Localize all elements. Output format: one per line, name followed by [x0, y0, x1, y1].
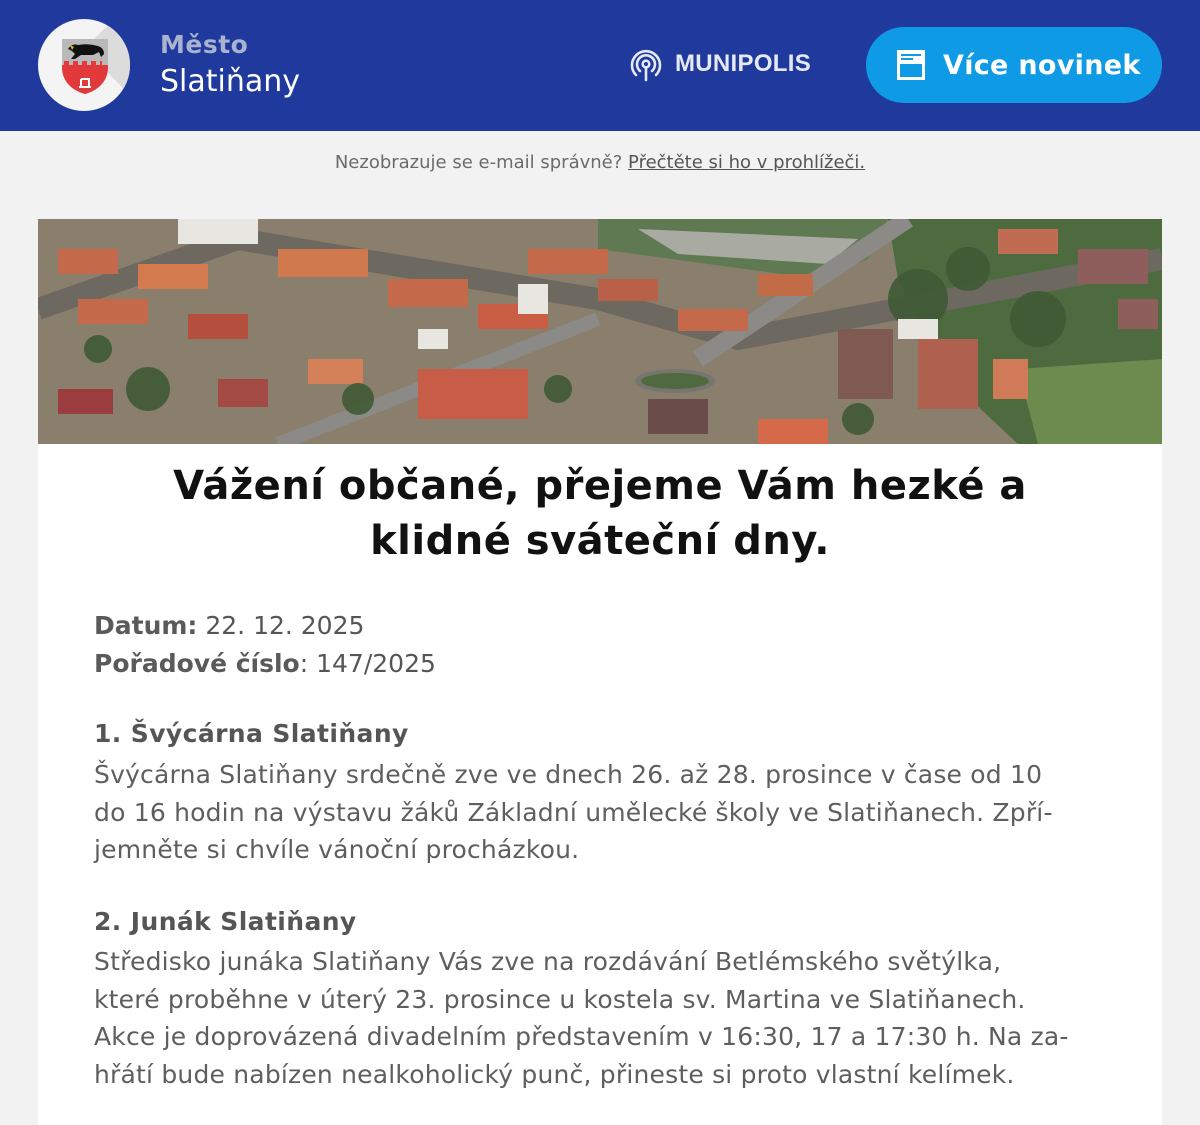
newspaper-icon	[896, 49, 926, 81]
section-1-line: Švýcárna Slatiňany srdečně zve ve dnech 26. až 28. prosince v čase od 10	[94, 760, 1043, 789]
section-2-line: Středisko junáka Slatiňany Vás zve na rozdávání Betlémského světýlka,	[94, 947, 1002, 976]
browser-notice	[0, 152, 1200, 173]
article-title-line-1: Vážení občané, přejeme Vám hezké a	[173, 463, 1027, 509]
section-2-line: Akce je doprovázená divadelním představením v 16:30, 17 a 17:30 h. Na za-	[94, 1022, 1069, 1051]
section-body-2	[94, 943, 1104, 1093]
broadcast-icon	[627, 45, 665, 83]
munipolis-brand[interactable]	[627, 45, 811, 83]
section-2-line: hřátí bude nabízen nealkoholický punč, přineste si proto vlastní kelímek.	[94, 1059, 1015, 1089]
section-heading-2: 2. Junák Slatiňany	[94, 907, 357, 936]
browser-notice-text: Nezobrazuje se e-mail správně?	[334, 152, 623, 173]
article-meta	[94, 607, 436, 683]
date-value: 22. 12. 2025	[197, 611, 365, 640]
view-in-browser-link[interactable]: Přečtěte si ho v prohlížeči.	[628, 152, 866, 173]
date-label: Datum:	[94, 611, 198, 640]
more-news-label: Více novinek	[943, 49, 1141, 81]
number-row	[94, 645, 436, 683]
article-title	[98, 459, 1102, 569]
email-header	[0, 0, 1200, 131]
coat-of-arms-icon	[60, 37, 110, 95]
number-label: Pořadové číslo	[94, 649, 300, 678]
section-2-line: které proběhne v úterý 23. prosince u kostela sv. Martina ve Slatiňanech.	[94, 984, 1026, 1014]
town-kicker: Město	[160, 30, 249, 59]
munipolis-label: MUNIPOLIS	[675, 50, 812, 77]
newsletter-card	[38, 219, 1162, 1125]
article-title-line-2: klidné sváteční dny.	[370, 518, 830, 564]
section-heading-1: 1. Švýcárna Slatiňany	[94, 719, 409, 748]
section-1-line: do 16 hodin na výstavu žáků Základní umělecké školy ve Slatiňanech. Zpří-	[94, 797, 1053, 827]
town-name: Slatiňany	[160, 64, 301, 99]
section-1-line: jemněte si chvíle vánoční procházkou.	[94, 835, 580, 864]
date-row	[94, 607, 436, 645]
section-body-1	[94, 756, 1104, 869]
number-value: : 147/2025	[299, 649, 436, 678]
more-news-button[interactable]	[866, 27, 1162, 103]
town-logo[interactable]	[38, 19, 130, 111]
hero-aerial-image	[38, 219, 1162, 444]
aerial-town-photo	[38, 219, 1162, 444]
